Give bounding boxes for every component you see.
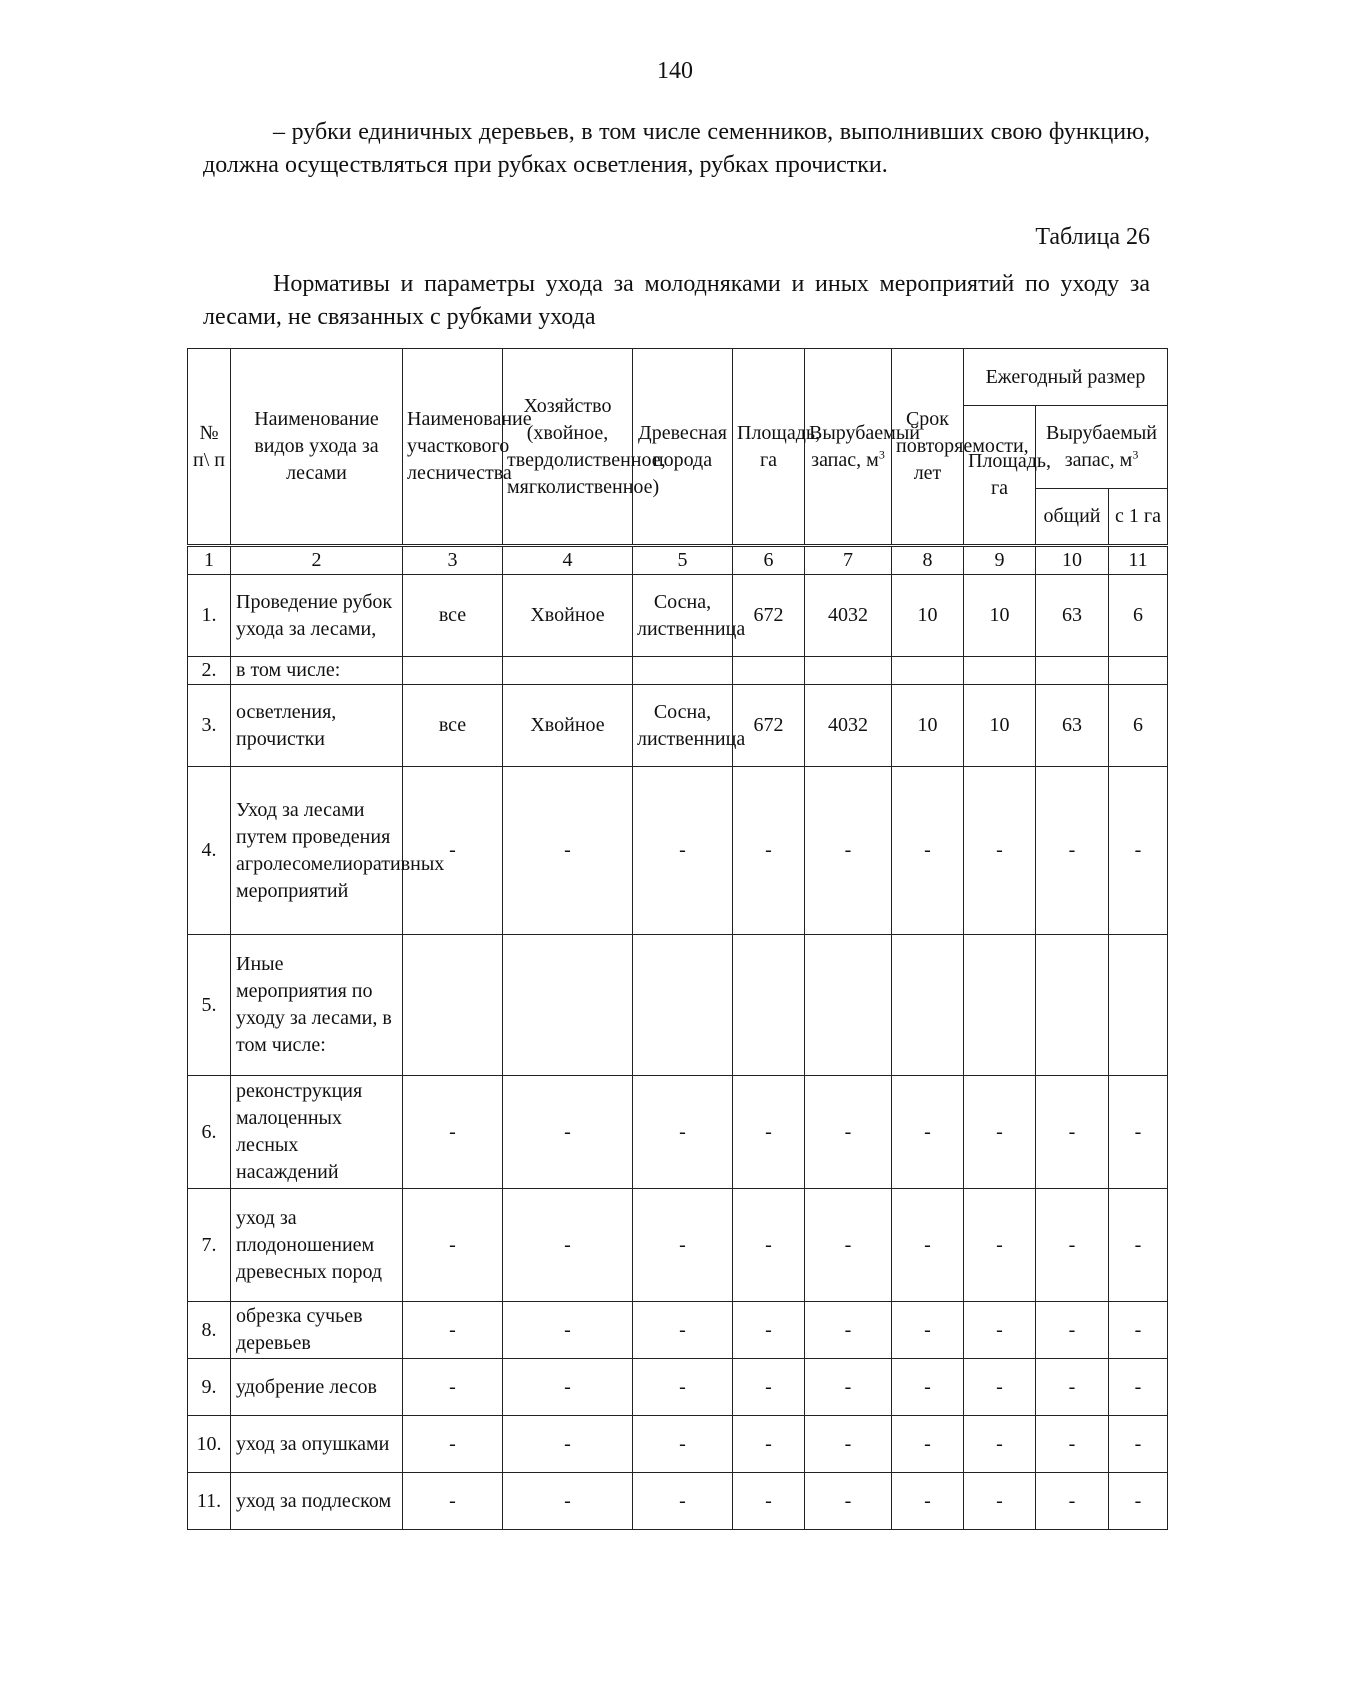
row-stock — [805, 935, 892, 1076]
row-number: 5. — [188, 935, 231, 1076]
row-species: - — [633, 1359, 733, 1416]
page-number: 140 — [657, 58, 693, 84]
row-stock: 4032 — [805, 575, 892, 657]
row-species: - — [633, 767, 733, 935]
row-species: - — [633, 1302, 733, 1359]
row-stock: - — [805, 767, 892, 935]
row-annual-area: - — [964, 1473, 1036, 1530]
header-num: № п\ п — [188, 349, 231, 546]
row-total: - — [1036, 767, 1109, 935]
table-row — [188, 657, 1168, 685]
table-row — [188, 685, 1168, 767]
row-per-ha — [1109, 657, 1168, 685]
row-economy — [503, 935, 633, 1076]
row-area: 672 — [733, 685, 805, 767]
row-district: - — [403, 1302, 503, 1359]
row-total: - — [1036, 1302, 1109, 1359]
header-species: Древесная порода — [633, 349, 733, 546]
row-economy: - — [503, 1473, 633, 1530]
column-number: 5 — [633, 546, 733, 575]
row-cycle: 10 — [892, 575, 964, 657]
table-row — [188, 1359, 1168, 1416]
table-row — [188, 767, 1168, 935]
header-economy: Хозяйство (хвойное, твердолиственное, мягколиственное) — [503, 349, 633, 546]
norms-table — [187, 348, 1168, 1530]
column-number: 6 — [733, 546, 805, 575]
row-stock: - — [805, 1189, 892, 1302]
row-per-ha — [1109, 935, 1168, 1076]
row-per-ha: - — [1109, 767, 1168, 935]
row-area: - — [733, 1076, 805, 1189]
row-annual-area — [964, 935, 1036, 1076]
row-area: 672 — [733, 575, 805, 657]
row-number: 6. — [188, 1076, 231, 1189]
row-number: 3. — [188, 685, 231, 767]
row-cycle: - — [892, 767, 964, 935]
column-number: 2 — [231, 546, 403, 575]
row-economy: Хвойное — [503, 685, 633, 767]
row-district: - — [403, 1076, 503, 1189]
row-area: - — [733, 1416, 805, 1473]
row-total — [1036, 657, 1109, 685]
row-stock — [805, 657, 892, 685]
table-row — [188, 1189, 1168, 1302]
row-annual-area: - — [964, 1416, 1036, 1473]
row-cycle: - — [892, 1189, 964, 1302]
row-total: 63 — [1036, 685, 1109, 767]
row-annual-area: - — [964, 1076, 1036, 1189]
row-economy: - — [503, 1189, 633, 1302]
row-species: - — [633, 1416, 733, 1473]
row-species — [633, 657, 733, 685]
row-economy: - — [503, 767, 633, 935]
column-number: 9 — [964, 546, 1036, 575]
header-stock-text: Вырубаемый запас, м — [809, 421, 920, 471]
row-annual-area: 10 — [964, 685, 1036, 767]
table-title: Нормативы и параметры ухода за молодняками и иных мероприятий по уходу за лесами, не связанных с рубками ухода — [203, 271, 1150, 330]
column-number: 7 — [805, 546, 892, 575]
header-per-ha: с 1 га — [1109, 489, 1168, 546]
row-cycle: - — [892, 1359, 964, 1416]
row-per-ha: - — [1109, 1189, 1168, 1302]
row-stock: - — [805, 1076, 892, 1189]
table-label: Таблица 26 — [1035, 224, 1150, 250]
header-annual-area: Площадь, га — [964, 406, 1036, 546]
row-cycle: - — [892, 1416, 964, 1473]
header-stock-unit-power: 3 — [878, 446, 885, 461]
row-area — [733, 935, 805, 1076]
intro-paragraph: – рубки единичных деревьев, в том числе семенников, выполнивших свою функцию, должна осуществляться при рубках осветления, рубках прочистки. — [203, 119, 1150, 178]
row-area — [733, 657, 805, 685]
row-stock: - — [805, 1416, 892, 1473]
row-district — [403, 935, 503, 1076]
header-name: Наименование видов ухода за лесами — [231, 349, 403, 546]
row-area: - — [733, 1302, 805, 1359]
row-annual-area: - — [964, 1359, 1036, 1416]
table-row — [188, 1473, 1168, 1530]
table-row — [188, 935, 1168, 1076]
row-per-ha: - — [1109, 1416, 1168, 1473]
row-name: в том числе: — [231, 657, 403, 685]
row-species: Сосна, лиственница — [633, 575, 733, 657]
table-row — [188, 1302, 1168, 1359]
header-district: Наименование участкового лесничества — [403, 349, 503, 546]
column-number: 4 — [503, 546, 633, 575]
row-total: - — [1036, 1359, 1109, 1416]
row-economy: - — [503, 1302, 633, 1359]
row-district: все — [403, 685, 503, 767]
row-species: Сосна, лиственница — [633, 685, 733, 767]
row-cycle: - — [892, 1302, 964, 1359]
row-total: - — [1036, 1473, 1109, 1530]
row-annual-area: 10 — [964, 575, 1036, 657]
row-name: Иные мероприятия по уходу за лесами, в том числе: — [231, 935, 403, 1076]
row-species: - — [633, 1473, 733, 1530]
row-cycle — [892, 657, 964, 685]
header-annual: Ежегодный размер — [964, 349, 1168, 406]
row-district: все — [403, 575, 503, 657]
row-name: Уход за лесами путем проведения агролесомелиоративных мероприятий — [231, 767, 403, 935]
row-number: 7. — [188, 1189, 231, 1302]
column-number-row — [188, 546, 1168, 575]
row-cycle: 10 — [892, 685, 964, 767]
row-district: - — [403, 1473, 503, 1530]
row-district: - — [403, 1416, 503, 1473]
row-number: 11. — [188, 1473, 231, 1530]
row-name: Проведение рубок ухода за лесами, — [231, 575, 403, 657]
row-economy: - — [503, 1359, 633, 1416]
row-number: 4. — [188, 767, 231, 935]
row-name: обрезка сучьев деревьев — [231, 1302, 403, 1359]
row-total: - — [1036, 1416, 1109, 1473]
table-row — [188, 575, 1168, 657]
row-total: 63 — [1036, 575, 1109, 657]
row-area: - — [733, 1359, 805, 1416]
table-row — [188, 1416, 1168, 1473]
header-annual-stock-unit-power: 3 — [1132, 447, 1139, 462]
row-economy: - — [503, 1076, 633, 1189]
row-species: - — [633, 1076, 733, 1189]
row-species: - — [633, 1189, 733, 1302]
column-number: 1 — [188, 546, 231, 575]
row-number: 1. — [188, 575, 231, 657]
row-name: удобрение лесов — [231, 1359, 403, 1416]
row-stock: - — [805, 1359, 892, 1416]
row-number: 9. — [188, 1359, 231, 1416]
row-name: уход за опушками — [231, 1416, 403, 1473]
row-cycle: - — [892, 1473, 964, 1530]
row-cycle: - — [892, 1076, 964, 1189]
row-name: уход за подлеском — [231, 1473, 403, 1530]
row-district — [403, 657, 503, 685]
row-name: осветления, прочистки — [231, 685, 403, 767]
header-annual-stock — [1036, 406, 1168, 489]
column-number: 10 — [1036, 546, 1109, 575]
row-total: - — [1036, 1189, 1109, 1302]
row-per-ha: - — [1109, 1076, 1168, 1189]
row-number: 10. — [188, 1416, 231, 1473]
header-area: Площадь, га — [733, 349, 805, 546]
row-area: - — [733, 767, 805, 935]
row-number: 8. — [188, 1302, 231, 1359]
header-stock — [805, 349, 920, 546]
header-total: общий — [1036, 489, 1109, 546]
row-area: - — [733, 1189, 805, 1302]
row-per-ha: - — [1109, 1302, 1168, 1359]
header-annual-stock-text: Вырубаемый запас, м — [1046, 422, 1157, 471]
row-species — [633, 935, 733, 1076]
row-economy — [503, 657, 633, 685]
row-district: - — [403, 1189, 503, 1302]
column-number: 8 — [892, 546, 964, 575]
row-per-ha: 6 — [1109, 685, 1168, 767]
row-number: 2. — [188, 657, 231, 685]
table-row — [188, 1076, 1168, 1189]
row-economy: Хвойное — [503, 575, 633, 657]
column-number: 3 — [403, 546, 503, 575]
row-district: - — [403, 767, 503, 935]
row-stock: - — [805, 1473, 892, 1530]
row-total: - — [1036, 1076, 1109, 1189]
row-area: - — [733, 1473, 805, 1530]
row-per-ha: - — [1109, 1359, 1168, 1416]
row-district: - — [403, 1359, 503, 1416]
row-stock: - — [805, 1302, 892, 1359]
row-annual-area: - — [964, 1302, 1036, 1359]
row-per-ha: 6 — [1109, 575, 1168, 657]
header-cycle: Срок повторяемости, лет — [892, 349, 964, 546]
row-annual-area — [964, 657, 1036, 685]
row-name: реконструкция малоценных лесных насаждений — [231, 1076, 403, 1189]
row-annual-area: - — [964, 1189, 1036, 1302]
table-header — [188, 349, 1168, 546]
row-per-ha: - — [1109, 1473, 1168, 1530]
column-number: 11 — [1109, 546, 1168, 575]
row-name: уход за плодоношением древесных пород — [231, 1189, 403, 1302]
row-economy: - — [503, 1416, 633, 1473]
table-body — [188, 546, 1168, 1530]
row-cycle — [892, 935, 964, 1076]
row-annual-area: - — [964, 767, 1036, 935]
row-stock: 4032 — [805, 685, 892, 767]
row-total — [1036, 935, 1109, 1076]
